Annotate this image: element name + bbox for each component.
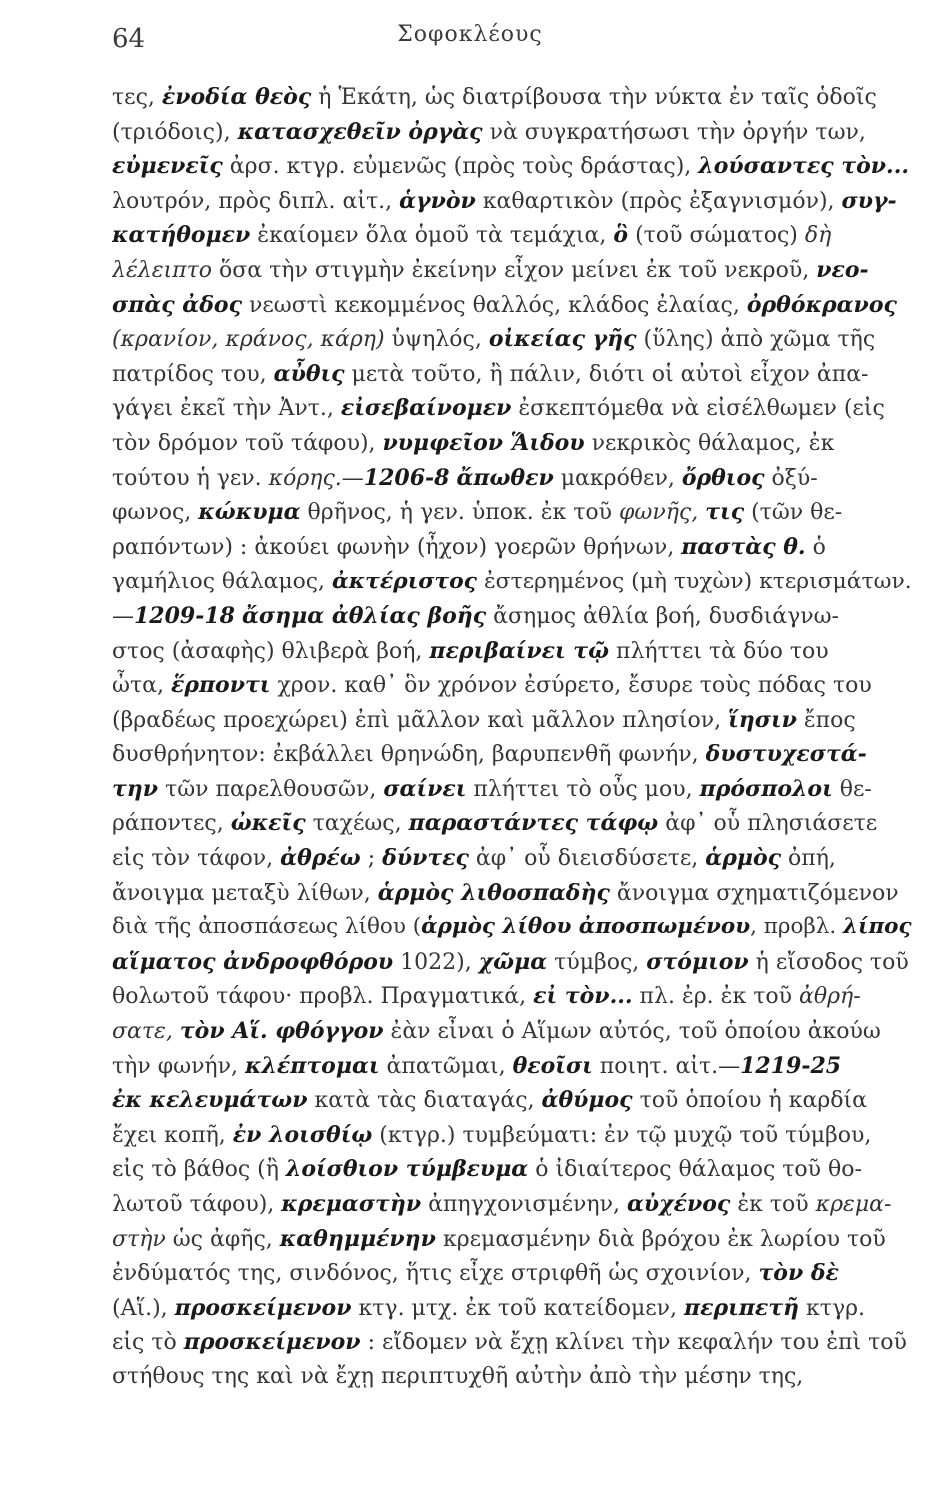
lemma: τις <box>705 499 745 526</box>
lemma: ἵησιν <box>728 706 797 733</box>
lemma: παστὰς θ. <box>681 533 806 560</box>
gloss-text: ; <box>360 846 383 872</box>
gloss-text: ὁ ἰδιαίτερος θάλαμος τοῦ θο- <box>528 1157 862 1183</box>
gloss-text: ὦτα, <box>112 673 171 699</box>
text-line <box>112 1014 912 1049</box>
italic-text: κόρης. <box>268 465 342 491</box>
text-line <box>112 668 912 703</box>
gloss-text: ἄνοιγμα σχηματιζόμενον <box>609 880 899 906</box>
lemma: ὄρθιος <box>681 464 765 491</box>
gloss-text: ἀφ᾿ οὗ διεισδύσετε, <box>468 846 706 872</box>
lemma: ὃ <box>613 222 629 249</box>
lemma: ἁρμὸς λιθοσπαδὴς <box>377 879 610 906</box>
text-line <box>112 564 912 599</box>
text-line <box>112 703 912 738</box>
running-head: Σοφοκλέους <box>397 22 543 47</box>
gloss-text: κατὰ τὰς διαταγάς, <box>307 1088 542 1114</box>
gloss-text: νεκρικὸς θάλαμος, ἐκ <box>584 430 835 456</box>
gloss-text: ἀπατῶμαι, <box>379 1053 513 1079</box>
gloss-text: ἡ εἴσοδος τοῦ <box>748 949 909 975</box>
gloss-text: ἔπος <box>796 707 856 733</box>
lemma: ἐν λοισθίῳ <box>232 1121 373 1148</box>
gloss-text: τὸν δρόμον τοῦ τάφου), <box>112 430 383 456</box>
gloss-text: εἰς τὸ <box>112 1330 184 1356</box>
lemma: συγ- <box>841 187 897 214</box>
gloss-text: (τοῦ σώματος) <box>628 223 805 249</box>
text-line <box>112 1360 912 1395</box>
lemma: ἀκτέριστος <box>331 568 477 595</box>
text-line <box>112 357 912 392</box>
lemma: λίπος <box>843 914 912 940</box>
text-line <box>112 1222 912 1257</box>
gloss-text: χρον. καθ᾿ ὃν χρόνον ἐσύρετο, ἔσυρε τοὺς πόδας του <box>270 673 872 699</box>
lemma: αἵματος ἀνδροφθόρου <box>112 948 394 975</box>
gloss-text: στήθους της καὶ νὰ ἔχῃ περιπτυχθῆ αὐτὴν ἀπὸ τὴν μέσην της, <box>112 1363 804 1389</box>
gloss-text: διὰ τῆς ἀποσπάσεως λίθου ( <box>112 914 422 940</box>
text-line <box>112 461 912 496</box>
lemma: ἄπωθεν <box>456 464 554 491</box>
gloss-text: λωτοῦ τάφου), <box>112 1192 282 1217</box>
gloss-text: νεωστὶ κεκομμένος θαλλός, κλάδος ἐλαίας, <box>241 292 747 318</box>
text-line <box>112 322 912 357</box>
text-line <box>112 876 912 911</box>
text-line <box>112 391 912 426</box>
gloss-text: ἐκ τοῦ <box>730 1192 816 1217</box>
italic-text: κρεμα- <box>815 1192 892 1217</box>
gloss-text: κτγ. μτχ. ἐκ τοῦ κατείδομεν, <box>351 1295 685 1321</box>
text-line <box>112 1083 912 1118</box>
gloss-text: θε- <box>832 776 872 802</box>
gloss-text: εἰς τὸν τάφον, <box>112 846 281 872</box>
gloss-text: ράποντες, <box>112 811 231 837</box>
italic-text: λέλειπτο <box>112 257 212 283</box>
gloss-text: — <box>112 603 134 629</box>
gloss-text: στος (ἀσαφὴς) θλιβερὰ βοή, <box>112 638 430 664</box>
gloss-text: τύμβος, <box>547 949 647 975</box>
text-line <box>112 218 912 253</box>
lemma: ἀθύμος <box>541 1087 633 1114</box>
gloss-text <box>235 604 242 629</box>
gloss-text: ἐστερημένος (μὴ τυχὼν) κτερισμάτων. <box>477 569 912 595</box>
lemma: κλέπτομαι <box>244 1052 380 1079</box>
gloss-text: (κτγρ.) τυμβεύματι: ἐν τῷ μυχῷ τοῦ τύμβου, <box>372 1122 872 1148</box>
gloss-text: ὑψηλός, <box>384 327 489 353</box>
lemma: ἐκ κελευμάτων <box>112 1087 308 1114</box>
text-line <box>112 599 912 634</box>
lemma: λούσαντες τὸν... <box>698 153 910 180</box>
commentary-text <box>112 80 912 1395</box>
text-line <box>112 1049 912 1084</box>
lemma: νεο- <box>816 256 869 283</box>
italic-text: φωνῆς, <box>619 500 706 526</box>
lemma: λοίσθιον τύμβευμα <box>285 1156 529 1183</box>
lemma: προσκείμενον <box>174 1294 352 1321</box>
gloss-text: τούτου ἡ γεν. <box>112 465 269 491</box>
gloss-text: καθαρτικὸν (πρὸς ἐξαγνισμόν), <box>475 188 842 214</box>
text-line <box>112 1187 912 1222</box>
gloss-text: ἀπηγχονισμένην, <box>421 1192 627 1217</box>
gloss-text: : εἴδομεν νὰ ἔχῃ κλίνει τὴν κεφαλήν του ἐπὶ τοῦ <box>360 1330 907 1356</box>
gloss-text: ταχέως, <box>305 811 409 837</box>
gloss-text: — <box>341 465 364 491</box>
gloss-text: ὀπή, <box>781 846 836 872</box>
text-line <box>112 1118 912 1153</box>
lemma: τὸν Αἵ. φθόγγον <box>179 1018 384 1045</box>
gloss-text: θρῆνος, ἡ γεν. ὑποκ. ἐκ τοῦ <box>300 500 620 526</box>
lemma: κρεμαστὴν <box>281 1191 422 1217</box>
gloss-text: δυσθρήνητον: ἐκβάλλει θρηνώδη, βαρυπενθῆ φωνήν, <box>112 742 706 768</box>
text-line <box>112 945 912 980</box>
lemma: παραστάντες τάφῳ <box>408 810 659 837</box>
text-line <box>112 426 912 461</box>
text-line <box>112 1152 912 1187</box>
gloss-text: πλήττει τὸ οὖς μου, <box>466 776 700 802</box>
gloss-text: πλήττει τὰ δύο του <box>609 638 829 664</box>
lemma: εἰ τὸν... <box>533 983 633 1010</box>
lemma: ἁγνὸν <box>399 187 476 214</box>
gloss-text: λουτρόν, πρὸς διπλ. αἰτ., <box>112 188 400 214</box>
lemma: περιβαίνει τῷ <box>429 637 610 664</box>
gloss-text: εἰς τὸ βάθος (ἢ <box>112 1157 286 1183</box>
text-line <box>112 530 912 565</box>
lemma: χῶμα <box>478 948 548 975</box>
gloss-text: ἀφ᾿ οὗ πλησιάσετε <box>658 811 878 837</box>
text-line <box>112 634 912 669</box>
gloss-text: τες, <box>112 85 162 110</box>
gloss-text: μακρόθεν, <box>553 465 682 491</box>
lemma: τὸν δὲ <box>758 1260 839 1287</box>
gloss-text: (Αἵ.), <box>112 1295 175 1321</box>
text-line <box>112 1256 912 1291</box>
gloss-text: (τριόδοις), <box>112 119 238 145</box>
gloss-text: κρεμασμένην διὰ βρόχου ἐκ λωρίου τοῦ <box>435 1226 886 1252</box>
italic-text: δὴ <box>804 223 832 249</box>
gloss-text: (τῶν θε- <box>744 500 843 526</box>
lemma: οἰκείας γῆς <box>488 326 637 353</box>
lemma: στόμιον <box>646 948 749 975</box>
gloss-text: ἐνδύματός της, σινδόνος, ἥτις εἶχε στριφθῆ ὡς σχοινίον, <box>112 1261 759 1287</box>
lemma: ἁρμὸς λίθου ἀποσπωμένου <box>421 914 751 940</box>
gloss-text: φωνος, <box>112 500 199 526</box>
lemma: ὀρθόκρανος <box>746 291 897 318</box>
gloss-text: ἐκαίομεν ὅλα ὁμοῦ τὰ τεμάχια, <box>250 223 614 249</box>
text-line <box>112 1325 912 1360</box>
text-line <box>112 80 912 115</box>
text-line <box>112 115 912 150</box>
gloss-text: νὰ συγκρατήσωσι τὴν ὀργήν των, <box>482 119 866 145</box>
lemma: δύντες <box>382 845 469 872</box>
gloss-text: ἀρσ. κτγρ. εὐμενῶς (πρὸς τοὺς δράστας), <box>222 154 699 180</box>
verse-reference: 1209-18 <box>134 602 235 629</box>
gloss-text: (βραδέως προεχώρει) ἐπὶ μᾶλλον καὶ μᾶλλον πλησίον, <box>112 707 729 733</box>
lemma: την <box>112 775 159 802</box>
text-line <box>112 495 912 530</box>
lemma: ἄσημα ἀθλίας βοῆς <box>241 602 487 629</box>
gloss-text: ραπόντων) : ἀκούει φωνὴν (ἦχον) γοερῶν θρήνων, <box>112 534 682 560</box>
gloss-text: 1022), <box>393 949 479 975</box>
text-line <box>112 288 912 323</box>
text-line <box>112 184 912 219</box>
gloss-text: θολωτοῦ τάφου· προβλ. Πραγματικά, <box>112 984 534 1010</box>
lemma: σπὰς ἀδος <box>112 291 242 318</box>
gloss-text: γαμήλιος θάλαμος, <box>112 569 332 595</box>
lemma: καθημμένην <box>279 1225 436 1252</box>
text-line <box>112 979 912 1014</box>
verse-reference: 1206-8 <box>363 464 450 491</box>
gloss-text: ὡς ἀφῆς, <box>165 1226 280 1252</box>
gloss-text: πλ. ἐρ. ἐκ τοῦ <box>632 984 800 1010</box>
gloss-text: ἐσκεπτόμεθα νὰ εἰσέλθωμεν (εἰς <box>511 396 885 422</box>
gloss-text: γάγει ἐκεῖ τὴν Ἀντ., <box>112 396 341 422</box>
lemma: σαίνει <box>383 775 467 802</box>
text-line <box>112 841 912 876</box>
lemma: προσκείμενον <box>183 1329 361 1356</box>
lemma: αὖθις <box>273 360 345 387</box>
gloss-text: ἡ Ἑκάτη, ὡς διατρίβουσα τὴν νύκτα ἐν ταῖς ὁδοῖς <box>311 85 877 110</box>
text-line <box>112 772 912 807</box>
lemma: κατήθομεν <box>112 222 251 249</box>
text-line <box>112 149 912 184</box>
text-line <box>112 910 912 945</box>
lemma: θεοῖσι <box>512 1052 593 1079</box>
gloss-text: ἄνοιγμα μεταξὺ λίθων, <box>112 880 378 906</box>
text-line <box>112 806 912 841</box>
text-line <box>112 1291 912 1326</box>
lemma: ἁρμὸς <box>705 845 782 872</box>
italic-text: ἀθρή- <box>799 984 861 1010</box>
text-line <box>112 737 912 772</box>
italic-text: στὴν <box>112 1226 166 1252</box>
lemma: κώκυμα <box>198 499 301 526</box>
lemma: αὐχένος <box>626 1191 731 1217</box>
lemma: ἀθρέω <box>280 845 361 872</box>
lemma: κατασχεθεῖν ὀργὰς <box>237 118 483 145</box>
lemma: πρόσπολοι <box>699 775 833 802</box>
gloss-text: τὴν φωνήν, <box>112 1053 245 1079</box>
page-number: 64 <box>112 24 146 54</box>
italic-text: (κρανίον, κράνος, κάρη) <box>112 327 385 353</box>
gloss-text: κτγρ. <box>799 1295 866 1321</box>
lemma: εἰσεβαίνομεν <box>340 395 512 422</box>
gloss-text: ἔχει κοπῆ, <box>112 1122 233 1148</box>
gloss-text: ἐὰν εἶναι ὁ Αἵμων αὐτός, τοῦ ὁποίου ἀκούω <box>383 1019 881 1045</box>
gloss-text: τοῦ ὁποίου ἡ καρδία <box>632 1088 867 1114</box>
lemma: περιπετῆ <box>684 1294 800 1321</box>
gloss-text: ποιητ. αἰτ.— <box>592 1053 741 1079</box>
gloss-text: ἄσημος ἀθλία βοή, δυσδιάγνω- <box>486 603 839 629</box>
gloss-text: ὅσα τὴν στιγμὴν ἐκείνην εἶχον μείνει ἐκ τοῦ νεκροῦ, <box>212 257 817 283</box>
verse-reference: 1219-25 <box>740 1052 842 1079</box>
text-line <box>112 253 912 288</box>
gloss-text: ὀξύ- <box>764 465 818 491</box>
lemma: ἕρποντι <box>170 672 271 699</box>
lemma: νυμφεῖον Ἅιδου <box>382 429 585 456</box>
lemma: εὐμενεῖς <box>112 153 223 180</box>
gloss-text: ὁ <box>805 534 826 560</box>
gloss-text: (ὕλης) ἀπὸ χῶμα τῆς <box>636 327 876 353</box>
lemma: ἐνοδία θεὸς <box>161 84 312 110</box>
italic-text: σατε, <box>112 1019 180 1045</box>
gloss-text: , προβλ. <box>750 914 844 940</box>
lemma: ὠκεῖς <box>230 810 306 837</box>
gloss-text: πατρίδος του, <box>112 361 274 387</box>
gloss-text: μετὰ τοῦτο, ἢ πάλιν, διότι οἱ αὐτοὶ εἶχον ἀπα- <box>344 361 869 387</box>
gloss-text: τῶν παρελθουσῶν, <box>158 776 384 802</box>
lemma: δυστυχεστά- <box>705 741 867 768</box>
